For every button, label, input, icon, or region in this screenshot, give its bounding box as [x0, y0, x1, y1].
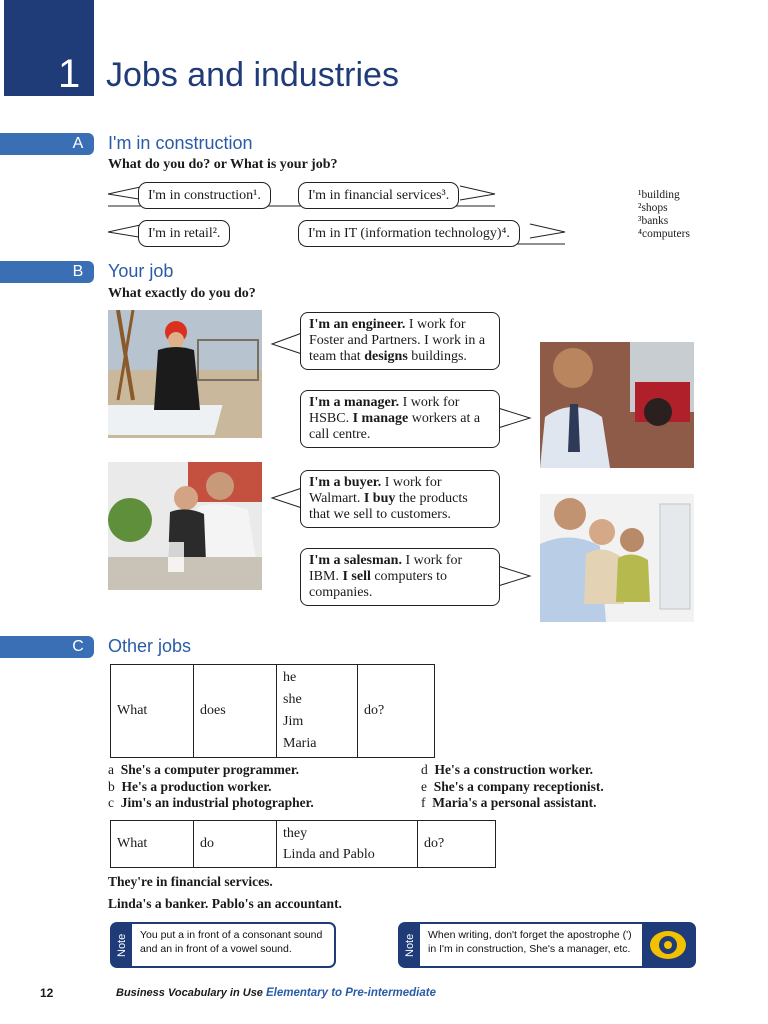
example-line-1: They're in financial services.: [108, 874, 273, 889]
note-text: When writing, don't forget the apostrophe (') in I'm in construction, She's a manager, etc.: [428, 929, 632, 955]
table1-subject: he: [283, 670, 297, 685]
answer-item: [421, 795, 604, 812]
speech-salesman: [300, 548, 500, 606]
table2-subjects: [277, 821, 418, 868]
speech-engineer-end: buildings.: [407, 349, 467, 364]
answers-left: [108, 762, 314, 812]
section-a-title: I'm in construction: [108, 133, 253, 153]
cd-rom-icon: [642, 924, 694, 966]
speech-salesman-end: computers to companies.: [309, 569, 448, 600]
table1-what: What: [111, 665, 194, 758]
speech-salesman-text: I work for IBM.: [309, 553, 463, 584]
answer-item: [108, 779, 314, 796]
bubble-financial-services: I'm in financial services³.: [298, 182, 459, 209]
unit-number: 1: [58, 52, 81, 96]
answer-item: [108, 795, 314, 812]
speech-buyer: [300, 470, 500, 528]
table2-subject: Linda and Pablo: [283, 847, 375, 862]
note-box-articles: [110, 922, 336, 968]
buyer-photo: [108, 462, 262, 590]
table2-subject: they: [283, 826, 308, 841]
speech-engineer-bold: I'm an engineer.: [309, 317, 406, 332]
section-a-question: What do you do? or What is your job?: [108, 157, 338, 172]
section-b-question: What exactly do you do?: [108, 286, 256, 301]
table1-subject: she: [283, 692, 302, 707]
note-tab: Note: [112, 924, 132, 966]
engineer-photo: [108, 310, 262, 438]
speech-engineer: [300, 312, 500, 370]
speech-manager-end: workers at a call centre.: [309, 411, 481, 442]
unit-number-box: [4, 0, 94, 96]
salesman-photo: [540, 494, 694, 622]
example-line-2: Linda's a banker. Pablo's an accountant.: [108, 896, 342, 911]
bubble-construction: I'm in construction¹.: [138, 182, 271, 209]
answer-letter: b: [108, 778, 115, 794]
footer-level: Elementary to Pre-intermediate: [266, 987, 437, 999]
speech-buyer-end: the products that we sell to customers.: [309, 491, 468, 522]
note-tab: Note: [400, 924, 420, 966]
table2-do-end: do?: [418, 821, 496, 868]
table1-subject: Maria: [283, 736, 317, 751]
footer-book-title: Business Vocabulary in Use: [116, 987, 263, 999]
answer-letter: f: [421, 795, 426, 810]
answer-letter: c: [108, 795, 114, 810]
note-text: You put a in front of a consonant sound and an in front of a vowel sound.: [140, 929, 323, 955]
answer-text: He's a construction worker.: [434, 762, 593, 777]
speech-engineer-text: I work for Foster and Partners. I work in a team that: [309, 317, 486, 364]
bubble-it: I'm in IT (information technology)⁴.: [298, 220, 520, 247]
footnote-3: ³banks: [638, 215, 669, 227]
section-b-letter: B: [72, 263, 84, 280]
footer-book: [116, 987, 436, 999]
answer-letter: e: [421, 778, 427, 794]
manager-photo: [540, 342, 694, 468]
bubble-retail: I'm in retail².: [138, 220, 230, 247]
table2-what: What: [111, 821, 194, 868]
answer-item: [108, 762, 314, 779]
grammar-table-singular: [110, 664, 435, 758]
speech-manager-text: I work for HSBC.: [309, 395, 460, 426]
answer-text: He's a production worker.: [121, 778, 272, 794]
grammar-table-plural: [110, 820, 496, 868]
speech-manager-verb: I manage: [352, 411, 409, 426]
speech-manager-bold: I'm a manager.: [309, 395, 400, 410]
table1-do: do?: [358, 665, 435, 758]
section-c-title: Other jobs: [108, 636, 192, 656]
section-a-letter: A: [72, 135, 84, 152]
footnotes: [638, 189, 690, 241]
answer-letter: a: [108, 762, 114, 777]
answer-text: She's a company receptionist.: [433, 778, 604, 794]
footnote-1: ¹building: [638, 189, 680, 201]
table2-do: do: [194, 821, 277, 868]
speech-engineer-verb: designs: [364, 349, 408, 364]
answers-right: [421, 762, 604, 812]
table1-does: does: [194, 665, 277, 758]
answer-text: Maria's a personal assistant.: [432, 795, 597, 810]
section-c-letter: C: [72, 638, 84, 655]
footnote-2: ²shops: [638, 202, 668, 214]
speech-salesman-verb: I sell: [342, 569, 371, 584]
speech-salesman-bold: I'm a salesman.: [309, 553, 402, 568]
speech-buyer-bold: I'm a buyer.: [309, 475, 382, 490]
page-number: 12: [40, 986, 54, 1000]
table1-subject: Jim: [283, 714, 304, 729]
table1-subjects: [277, 665, 358, 758]
answer-text: She's a computer programmer.: [120, 762, 299, 777]
note-box-apostrophe: [398, 922, 696, 968]
answer-item: [421, 779, 604, 796]
speech-buyer-verb: I buy: [363, 491, 396, 506]
footnote-4: ⁴computers: [638, 228, 690, 240]
answer-letter: d: [421, 762, 428, 777]
answer-text: Jim's an industrial photographer.: [120, 795, 314, 810]
speech-manager: [300, 390, 500, 448]
answer-item: [421, 762, 604, 779]
eye-disc-icon: [648, 925, 688, 965]
section-b-title: Your job: [108, 261, 174, 281]
speech-buyer-text: I work for Walmart.: [309, 475, 442, 506]
unit-title: Jobs and industries: [106, 56, 399, 94]
